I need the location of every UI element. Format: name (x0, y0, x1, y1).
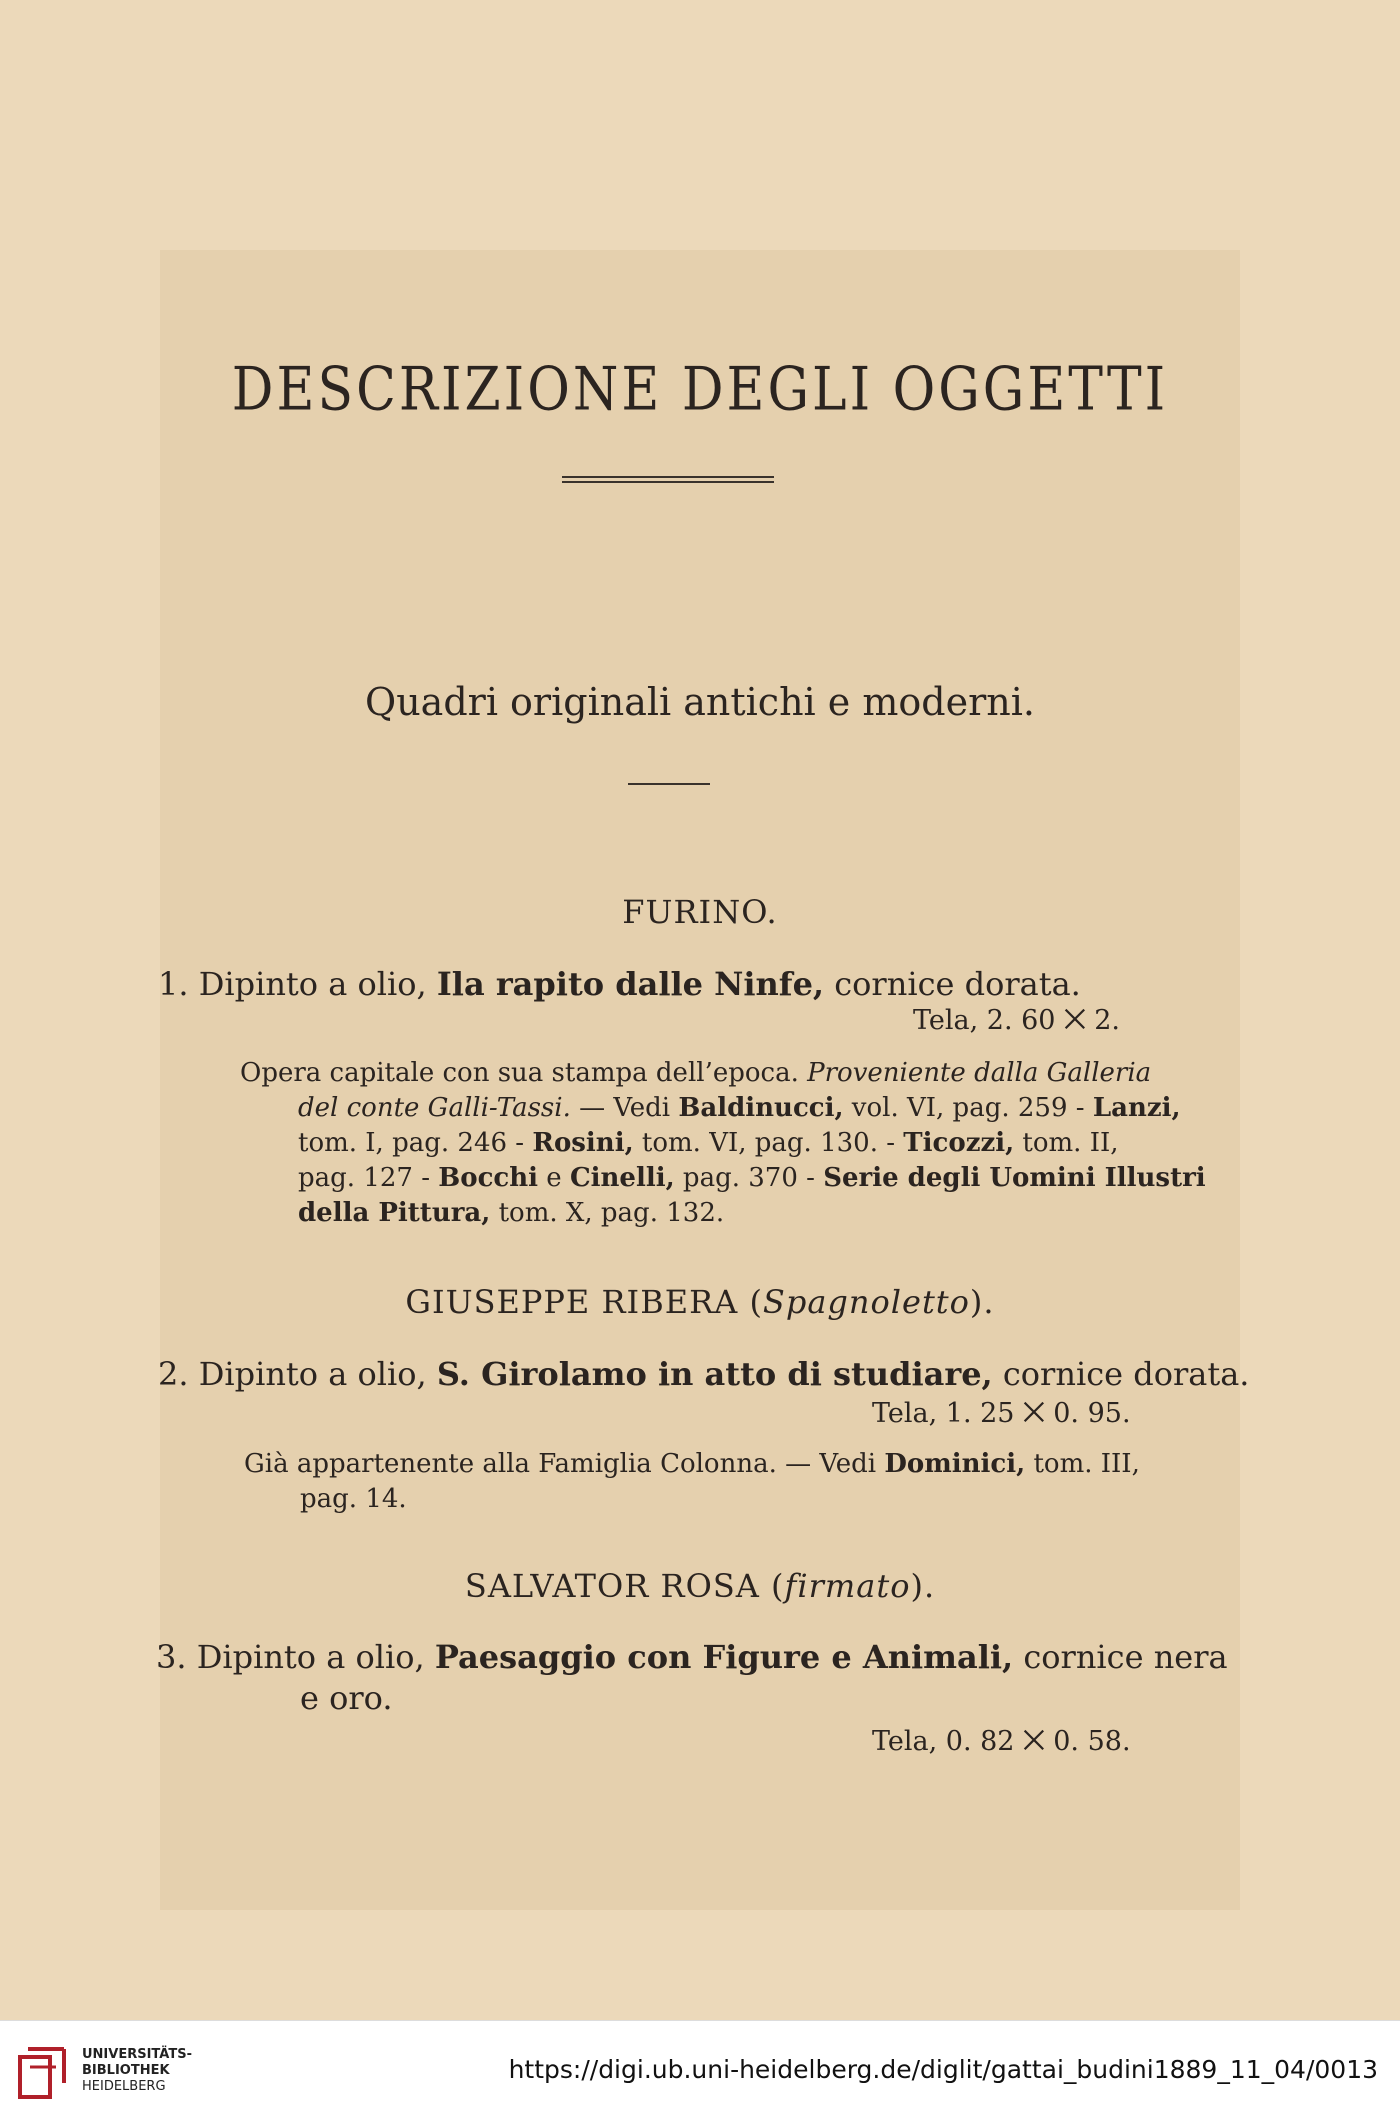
library-name: UNIVERSITÄTS- BIBLIOTHEK HEIDELBERG (82, 2047, 192, 2094)
item-size-2: Tela, 1. 25 ⨉ 0. 95. (872, 1398, 1131, 1429)
artist-heading-3: SALVATOR ROSA (firmato). (464, 1567, 936, 1605)
page-url-link[interactable]: https://digi.ub.uni-heidelberg.de/diglit/gattai_budini1889_11_04/0013 (508, 2055, 1378, 2084)
artist-note: firmato (784, 1567, 911, 1605)
section-heading: Quadri originali antichi e moderni. (365, 680, 1035, 724)
item-number: 1. (158, 965, 189, 1003)
item-suffix: cornice nera (1023, 1638, 1228, 1676)
artist-name: FURINO. (622, 893, 778, 931)
item-suffix: cornice dorata. (834, 965, 1081, 1003)
item-number: 3. (156, 1638, 187, 1676)
artist-heading-1 (0, 893, 1400, 931)
item-size-3: Tela, 0. 82 ⨉ 0. 58. (872, 1726, 1131, 1757)
item-note-line: Già appartenente alla Famiglia Colonna. — Vedi Dominici, tom. III, (244, 1449, 1140, 1479)
item-line-2 (158, 1355, 1249, 1393)
item-line-1 (158, 965, 1081, 1003)
item-note-line: Opera capitale con sua stampa dell’epoca. Proveniente dalla Galleria (240, 1058, 1152, 1088)
item-continuation-3: e oro. (300, 1679, 393, 1717)
item-suffix: cornice dorata. (1002, 1355, 1250, 1393)
item-note-line: tom. I, pag. 246 - Rosini, tom. VI, pag. 130. - Ticozzi, tom. II, (298, 1128, 1119, 1158)
title-double-rule (562, 476, 774, 478)
item-subject: Paesaggio con Figure e Animali, (434, 1638, 1014, 1676)
item-note-line: del conte Galli-Tassi. — Vedi Baldinucci, vol. VI, pag. 259 - Lanzi, (298, 1093, 1181, 1123)
artist-note: Spagnoletto (762, 1283, 970, 1321)
artist-name: GIUSEPPE RIBERA ( (405, 1283, 763, 1321)
item-line-3 (156, 1638, 1228, 1676)
item-prefix: Dipinto a olio, (198, 1355, 427, 1393)
artist-heading-2: GIUSEPPE RIBERA (Spagnoletto). (405, 1283, 995, 1321)
item-note-line: della Pittura, tom. X, pag. 132. (298, 1198, 725, 1228)
item-subject: Ila rapito dalle Ninfe, (436, 965, 825, 1003)
item-note-line: pag. 127 - Bocchi e Cinelli, pag. 370 - Serie degli Uomini Illustri (298, 1163, 1206, 1193)
item-subject: S. Girolamo in atto di studiare, (436, 1355, 993, 1393)
item-number: 2. (158, 1355, 189, 1393)
page-title: DESCRIZIONE DEGLI OGGETTI (231, 355, 1169, 425)
item-prefix: Dipinto a olio, (196, 1638, 425, 1676)
section-rule (628, 783, 710, 785)
viewer-footer (0, 2020, 1400, 2124)
item-prefix: Dipinto a olio, (198, 965, 427, 1003)
artist-name: SALVATOR ROSA ( (464, 1567, 785, 1605)
library-logo-icon (16, 2043, 74, 2101)
item-note-line: pag. 14. (300, 1484, 407, 1514)
item-size-1: Tela, 2. 60 ⨉ 2. (913, 1005, 1121, 1036)
